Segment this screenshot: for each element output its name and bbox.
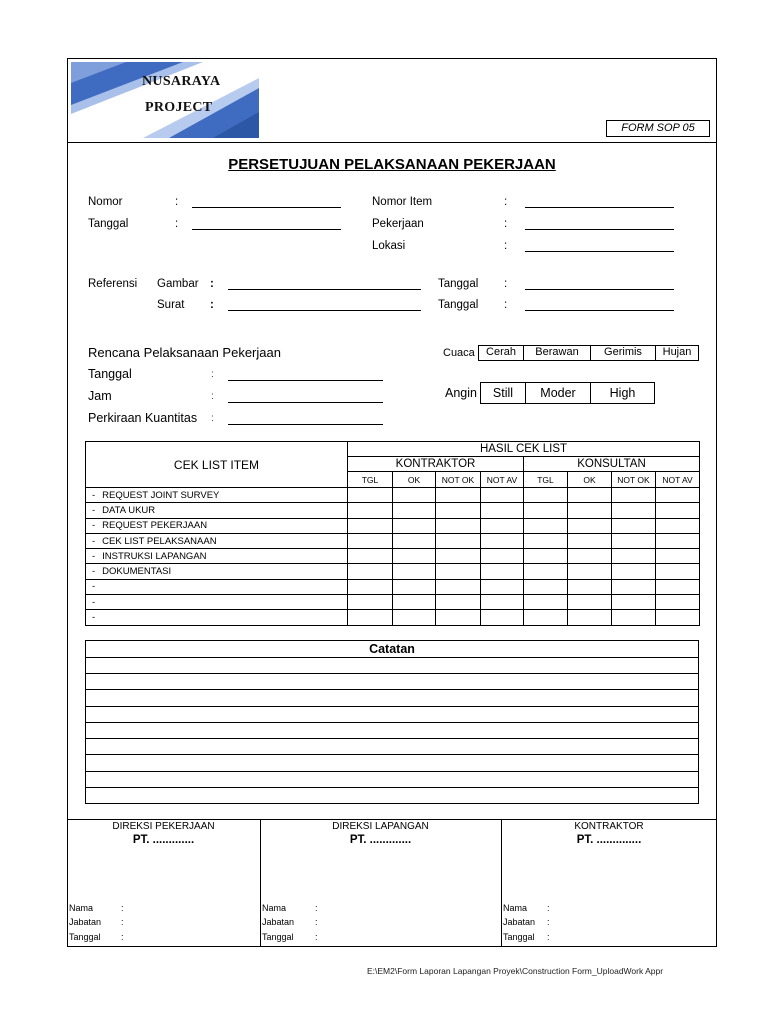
weather-option-gerimis[interactable]: Gerimis <box>590 346 655 360</box>
check-cell-kontraktor-not-ok[interactable] <box>436 518 481 533</box>
signature-company: PT. .............. <box>576 834 642 846</box>
checklist-body <box>86 442 700 626</box>
check-cell-kontraktor-tgl[interactable] <box>348 518 393 533</box>
col-header-konsultan-ok: OK <box>568 472 612 488</box>
weather-options <box>478 345 699 361</box>
field-separator: : <box>547 903 550 913</box>
field-label-pekerjaan: Pekerjaan <box>372 218 424 230</box>
check-cell-kontraktor-tgl[interactable] <box>348 503 393 518</box>
checklist-table <box>85 441 700 626</box>
nomor-input-line[interactable] <box>192 207 341 208</box>
checklist-row <box>86 564 700 579</box>
field-separator: : <box>547 917 550 927</box>
signature-block-direksi-lapangan <box>260 819 501 946</box>
signature-field-nama: Nama <box>262 903 287 913</box>
field-separator: : <box>504 196 508 208</box>
field-separator: : <box>504 218 508 230</box>
check-cell-kontraktor-not-ok[interactable] <box>436 610 481 625</box>
field-label-nomor: Nomor <box>88 196 123 208</box>
check-cell-kontraktor-not-ok[interactable] <box>436 549 481 564</box>
check-cell-kontraktor-tgl[interactable] <box>348 533 393 548</box>
notes-heading: Catatan <box>86 641 698 658</box>
check-cell-kontraktor-not-av[interactable] <box>481 610 524 625</box>
check-cell-konsultan-not-av[interactable] <box>656 503 700 518</box>
reference-date-label: Tanggal <box>438 278 479 290</box>
field-separator: : <box>211 413 214 424</box>
notes-line[interactable] <box>86 755 698 771</box>
checklist-item-label: REQUEST PEKERJAAN <box>102 520 208 532</box>
checklist-item-bullet: - <box>92 596 96 608</box>
checklist-item-cell <box>86 610 348 625</box>
check-cell-konsultan-ok[interactable] <box>568 595 612 610</box>
field-separator: : <box>315 917 318 927</box>
check-cell-kontraktor-ok[interactable] <box>393 610 436 625</box>
check-cell-kontraktor-not-ok[interactable] <box>436 488 481 503</box>
checklist-item-bullet: - <box>92 520 96 532</box>
checklist-row <box>86 610 700 625</box>
reference-date-label: Tanggal <box>438 299 479 311</box>
check-cell-kontraktor-tgl[interactable] <box>348 549 393 564</box>
checklist-row <box>86 518 700 533</box>
check-cell-kontraktor-not-ok[interactable] <box>436 579 481 594</box>
wind-option-still[interactable]: Still <box>492 386 514 400</box>
pekerjaan-input-line[interactable] <box>525 229 674 230</box>
checklist-group-kontraktor: KONTRAKTOR <box>348 457 524 472</box>
weather-label: Cuaca <box>443 347 475 359</box>
check-cell-konsultan-tgl[interactable] <box>524 488 568 503</box>
check-cell-konsultan-not-ok[interactable] <box>612 610 656 625</box>
signature-role: KONTRAKTOR <box>574 821 644 832</box>
field-separator: : <box>504 240 508 252</box>
plan-label-kuantitas: Perkiraan Kuantitas <box>88 411 198 425</box>
col-header-kontraktor-ok: OK <box>393 472 436 488</box>
field-separator: : <box>175 218 179 230</box>
check-cell-konsultan-not-ok[interactable] <box>612 579 656 594</box>
checklist-row <box>86 549 700 564</box>
checklist-item-cell <box>86 518 348 533</box>
reference-type-gambar: Gambar <box>157 278 199 290</box>
col-header-kontraktor-tgl: TGL <box>348 472 393 488</box>
surat-input-line[interactable] <box>228 310 421 311</box>
header-divider <box>67 142 717 143</box>
check-cell-kontraktor-tgl[interactable] <box>348 488 393 503</box>
field-separator: : <box>315 932 318 942</box>
footer-file-path: E:\EM2\Form Laporan Lapangan Proyek\Construction Form_UploadWork Appr <box>367 966 664 976</box>
check-cell-kontraktor-ok[interactable] <box>393 518 436 533</box>
check-cell-konsultan-ok[interactable] <box>568 549 612 564</box>
checklist-group-konsultan: KONSULTAN <box>524 457 700 472</box>
checklist-item-cell <box>86 564 348 579</box>
field-separator: : <box>547 932 550 942</box>
check-cell-konsultan-not-av[interactable] <box>656 549 700 564</box>
check-cell-kontraktor-not-ok[interactable] <box>436 595 481 610</box>
notes-line[interactable] <box>86 674 698 690</box>
field-separator: : <box>211 391 214 402</box>
check-cell-konsultan-tgl[interactable] <box>524 579 568 594</box>
col-header-kontraktor-not-av: NOT AV <box>481 472 524 488</box>
signature-role: DIREKSI LAPANGAN <box>332 821 429 832</box>
check-cell-kontraktor-tgl[interactable] <box>348 610 393 625</box>
plan-label-tanggal: Tanggal <box>88 367 132 381</box>
gambar-date-input-line[interactable] <box>525 289 674 290</box>
plan-heading: Rencana Pelaksanaan Pekerjaan <box>88 345 281 360</box>
checklist-item-cell <box>86 533 348 548</box>
checklist-item-cell <box>86 549 348 564</box>
col-header-konsultan-not-av: NOT AV <box>656 472 700 488</box>
check-cell-kontraktor-tgl[interactable] <box>348 579 393 594</box>
check-cell-konsultan-tgl[interactable] <box>524 564 568 579</box>
check-cell-kontraktor-ok[interactable] <box>393 488 436 503</box>
field-separator: : <box>211 369 214 380</box>
checklist-item-bullet: - <box>92 535 96 547</box>
notes-line[interactable] <box>86 772 698 788</box>
checklist-row <box>86 533 700 548</box>
checklist-item-bullet: - <box>92 504 96 516</box>
notes-line[interactable] <box>86 658 698 674</box>
check-cell-kontraktor-not-av[interactable] <box>481 533 524 548</box>
check-cell-konsultan-not-ok[interactable] <box>612 488 656 503</box>
field-label-tanggal: Tanggal <box>88 218 129 230</box>
signature-role: DIREKSI PEKERJAAN <box>112 821 215 832</box>
field-separator: : <box>121 917 124 927</box>
nomor-item-input-line[interactable] <box>525 207 674 208</box>
signature-field-nama: Nama <box>69 903 94 913</box>
check-cell-konsultan-not-ok[interactable] <box>612 595 656 610</box>
notes-line[interactable] <box>86 707 698 723</box>
weather-option-cerah[interactable]: Cerah <box>486 346 516 358</box>
check-cell-kontraktor-not-av[interactable] <box>481 549 524 564</box>
checklist-row <box>86 595 700 610</box>
check-cell-konsultan-not-av[interactable] <box>656 533 700 548</box>
checklist-item-bullet: - <box>92 550 96 562</box>
field-separator: : <box>210 278 214 290</box>
form-code-box: FORM SOP 05 <box>606 120 710 137</box>
col-header-kontraktor-not-ok: NOT OK <box>436 472 481 488</box>
col-header-konsultan-not-ok: NOT OK <box>612 472 656 488</box>
checklist-row <box>86 488 700 503</box>
signature-company: PT. ............. <box>132 834 195 846</box>
notes-box <box>85 640 699 804</box>
lokasi-input-line[interactable] <box>525 251 674 252</box>
wind-label: Angin <box>445 386 477 400</box>
checklist-item-cell <box>86 488 348 503</box>
check-cell-konsultan-not-av[interactable] <box>656 595 700 610</box>
check-cell-konsultan-tgl[interactable] <box>524 595 568 610</box>
check-cell-kontraktor-not-av[interactable] <box>481 518 524 533</box>
company-logo <box>71 62 259 138</box>
signature-field-jabatan: Jabatan <box>503 917 536 927</box>
plan-tanggal-input-line[interactable] <box>228 380 383 381</box>
wind-option-moder[interactable]: Moder <box>525 383 590 403</box>
reference-type-surat: Surat <box>157 299 185 311</box>
check-cell-konsultan-ok[interactable] <box>568 610 612 625</box>
checklist-item-bullet: - <box>92 581 96 593</box>
signature-block-kontraktor <box>501 819 717 946</box>
check-cell-konsultan-ok[interactable] <box>568 533 612 548</box>
checklist-item-header: CEK LIST ITEM <box>86 442 348 488</box>
checklist-item-label: DOKUMENTASI <box>102 566 172 578</box>
signature-field-nama: Nama <box>503 903 528 913</box>
check-cell-konsultan-ok[interactable] <box>568 488 612 503</box>
check-cell-konsultan-not-av[interactable] <box>656 564 700 579</box>
field-separator: : <box>315 903 318 913</box>
signature-company: PT. ............. <box>349 834 412 846</box>
check-cell-konsultan-not-av[interactable] <box>656 610 700 625</box>
check-cell-konsultan-not-ok[interactable] <box>612 549 656 564</box>
field-label-lokasi: Lokasi <box>372 240 406 252</box>
field-separator: : <box>210 299 214 311</box>
field-separator: : <box>504 299 508 311</box>
check-cell-kontraktor-ok[interactable] <box>393 549 436 564</box>
check-cell-kontraktor-ok[interactable] <box>393 503 436 518</box>
check-cell-konsultan-not-av[interactable] <box>656 579 700 594</box>
notes-line[interactable] <box>86 739 698 755</box>
check-cell-kontraktor-not-av[interactable] <box>481 488 524 503</box>
wind-options <box>480 382 655 404</box>
checklist-item-cell <box>86 579 348 594</box>
checklist-result-header: HASIL CEK LIST <box>348 442 700 457</box>
check-cell-konsultan-not-ok[interactable] <box>612 533 656 548</box>
plan-label-jam: Jam <box>88 389 112 403</box>
weather-option-berawan[interactable]: Berawan <box>523 346 590 360</box>
reference-label: Referensi <box>88 278 138 290</box>
check-cell-konsultan-not-av[interactable] <box>656 488 700 503</box>
signature-block-direksi-pekerjaan <box>67 819 260 946</box>
tanggal-input-line[interactable] <box>192 229 341 230</box>
signature-field-tanggal: Tanggal <box>262 932 294 942</box>
check-cell-konsultan-ok[interactable] <box>568 518 612 533</box>
check-cell-konsultan-tgl[interactable] <box>524 503 568 518</box>
check-cell-kontraktor-tgl[interactable] <box>348 564 393 579</box>
checklist-item-label: REQUEST JOINT SURVEY <box>102 489 220 501</box>
logo-name-line1: NUSARAYA <box>142 74 221 89</box>
check-cell-kontraktor-not-av[interactable] <box>481 564 524 579</box>
notes-line[interactable] <box>86 788 698 803</box>
check-cell-konsultan-ok[interactable] <box>568 579 612 594</box>
checklist-item-label: INSTRUKSI LAPANGAN <box>102 550 207 562</box>
check-cell-konsultan-not-av[interactable] <box>656 518 700 533</box>
check-cell-konsultan-tgl[interactable] <box>524 518 568 533</box>
check-cell-kontraktor-not-ok[interactable] <box>436 564 481 579</box>
plan-jam-input-line[interactable] <box>228 402 383 403</box>
checklist-row <box>86 503 700 518</box>
form-title: PERSETUJUAN PELAKSANAAN PEKERJAAN <box>228 156 556 173</box>
check-cell-kontraktor-not-av[interactable] <box>481 503 524 518</box>
checklist-item-label: CEK LIST PELAKSANAAN <box>102 535 217 547</box>
check-cell-konsultan-tgl[interactable] <box>524 610 568 625</box>
surat-date-input-line[interactable] <box>525 310 674 311</box>
check-cell-konsultan-ok[interactable] <box>568 503 612 518</box>
notes-line[interactable] <box>86 690 698 706</box>
checklist-item-cell <box>86 595 348 610</box>
check-cell-konsultan-not-ok[interactable] <box>612 518 656 533</box>
checklist-item-label: DATA UKUR <box>102 504 156 516</box>
signature-field-tanggal: Tanggal <box>503 932 535 942</box>
field-separator: : <box>121 932 124 942</box>
check-cell-kontraktor-ok[interactable] <box>393 579 436 594</box>
signature-field-jabatan: Jabatan <box>262 917 295 927</box>
check-cell-konsultan-not-ok[interactable] <box>612 564 656 579</box>
field-separator: : <box>121 903 124 913</box>
check-cell-kontraktor-ok[interactable] <box>393 564 436 579</box>
check-cell-kontraktor-not-ok[interactable] <box>436 503 481 518</box>
check-cell-konsultan-ok[interactable] <box>568 564 612 579</box>
signature-field-jabatan: Jabatan <box>69 917 102 927</box>
checklist-item-bullet: - <box>92 612 96 624</box>
check-cell-konsultan-not-ok[interactable] <box>612 503 656 518</box>
notes-line[interactable] <box>86 723 698 739</box>
field-separator: : <box>504 278 508 290</box>
checklist-item-bullet: - <box>92 489 96 501</box>
check-cell-kontraktor-not-ok[interactable] <box>436 533 481 548</box>
col-header-konsultan-tgl: TGL <box>524 472 568 488</box>
check-cell-kontraktor-ok[interactable] <box>393 595 436 610</box>
signature-field-tanggal: Tanggal <box>69 932 101 942</box>
plan-kuantitas-input-line[interactable] <box>228 424 383 425</box>
check-cell-kontraktor-not-av[interactable] <box>481 595 524 610</box>
weather-option-hujan[interactable]: Hujan <box>655 346 698 360</box>
logo-name-line2: PROJECT <box>145 100 213 115</box>
checklist-item-bullet: - <box>92 566 96 578</box>
field-label-nomor-item: Nomor Item <box>372 196 433 208</box>
checklist-item-cell <box>86 503 348 518</box>
checklist-row <box>86 579 700 594</box>
wind-option-high[interactable]: High <box>590 383 654 403</box>
check-cell-konsultan-tgl[interactable] <box>524 533 568 548</box>
check-cell-konsultan-tgl[interactable] <box>524 549 568 564</box>
check-cell-kontraktor-ok[interactable] <box>393 533 436 548</box>
checklist-header-row <box>86 442 700 457</box>
gambar-input-line[interactable] <box>228 289 421 290</box>
check-cell-kontraktor-not-av[interactable] <box>481 579 524 594</box>
check-cell-kontraktor-tgl[interactable] <box>348 595 393 610</box>
field-separator: : <box>175 196 179 208</box>
